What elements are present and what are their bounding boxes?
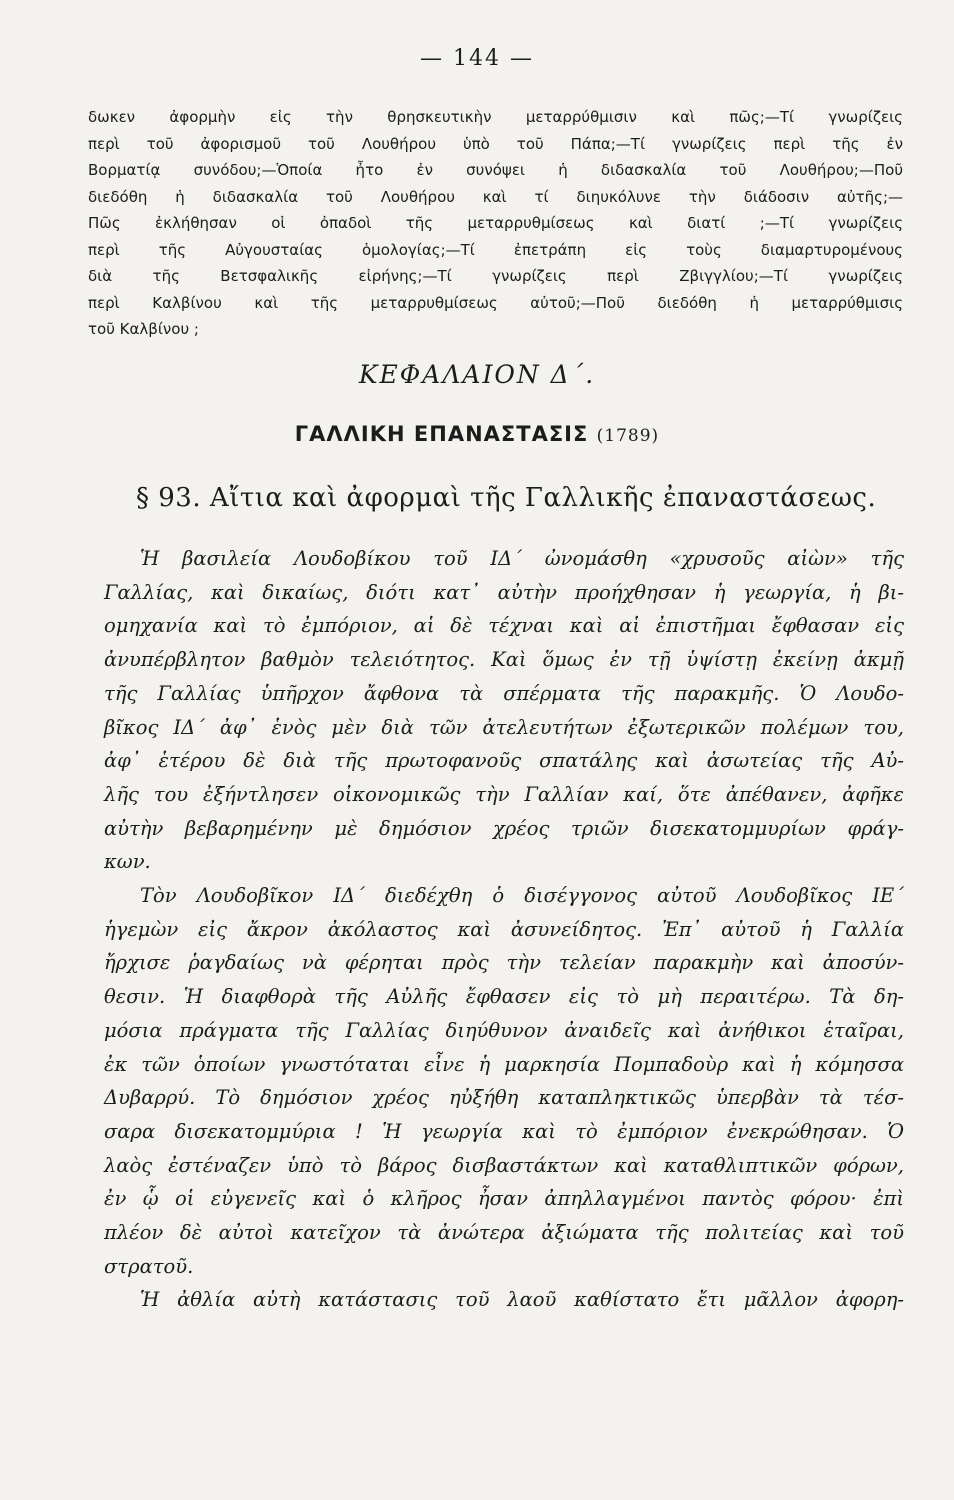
question-line: διεδόθη ἡ διδασκαλία τοῦ Λουθήρου καὶ τί διηυκόλυνε τὴν διάδοσιν αὐτῆς;—: [88, 187, 903, 206]
question-line: Βορματίᾳ συνόδου;—Ὁποία ἦτο ἐν συνόψει ἡ διδασκαλία τοῦ Λουθήρου;—Ποῦ: [88, 161, 903, 179]
text-line: Τὸν Λουδοβῖκον ΙΔ΄ διεδέχθη ὁ δισέγγονος αὐτοῦ Λουδοβῖκος ΙΕ΄: [140, 884, 904, 908]
text-line: Ἡ βασιλεία Λουδοβίκου τοῦ ΙΔ΄ ὠνομάσθη «χρυσοῦς αἰὼν» τῆς: [140, 547, 904, 570]
text-line: λῆς του ἐξήντλησεν οἰκονομικῶς τὴν Γαλλίαν καί, ὅτε ἀπέθανεν, ἀφῆκε: [104, 782, 904, 806]
section-title: ΓΑΛΛΙΚΗ ΕΠΑΝΑΣΤΑΣΙΣ: [294, 422, 589, 446]
text-line: Ἡ ἀθλία αὐτὴ κατάστασις τοῦ λαοῦ καθίστατο ἔτι μᾶλλον ἀφορη-: [140, 1288, 904, 1312]
text-line: τῆς Γαλλίας ὑπῆρχον ἄφθονα τὰ σπέρματα τῆς παρακμῆς. Ὁ Λουδο-: [104, 681, 904, 705]
page-number: — 144 —: [420, 46, 534, 71]
text-line: θεσιν. Ἡ διαφθορὰ τῆς Αὐλῆς ἔφθασεν εἰς τὸ μὴ περαιτέρω. Τὰ δη-: [104, 985, 904, 1009]
text-line: ἀφ᾽ ἑτέρου δὲ διὰ τῆς πρωτοφανοῦς σπατάλης καὶ ἀσωτείας τῆς Αὐ-: [104, 749, 904, 773]
text-line: βῖκος ΙΔ΄ ἀφ᾽ ἑνὸς μὲν διὰ τῶν ἀτελευτήτων ἐξωτερικῶν πολέμων του,: [104, 715, 904, 739]
question-line: διὰ τῆς Βετσφαλικῆς εἰρήνης;—Τί γνωρίζεις περὶ Ζβιγγλίου;—Τί γνωρίζεις: [88, 267, 903, 285]
text-line: ἤρχισε ῥαγδαίως νὰ φέρηται πρὸς τὴν τελείαν παρακμὴν καὶ ἀποσύν-: [104, 951, 904, 975]
section-year: (1789): [596, 426, 660, 446]
chapter-title: ΚΕΦΑΛΑΙΟΝ Δ΄.: [358, 360, 596, 389]
text-line: ἀνυπέρβλητον βαθμὸν τελειότητος. Καὶ ὅμως ἐν τῇ ὑψίστῃ ἐκείνῃ ἀκμῇ: [104, 648, 904, 672]
body-text: [104, 542, 904, 1317]
text-line: κων.: [104, 850, 151, 874]
text-line: ἐν ᾧ οἱ εὐγενεῖς καὶ ὁ κλῆρος ἦσαν ἀπηλλαγμένοι παντὸς φόρου· ἐπὶ: [104, 1187, 904, 1211]
text-line: ἡγεμὼν εἰς ἄκρον ἀκόλαστος καὶ ἀσυνείδητος. Ἐπ᾽ αὐτοῦ ἡ Γαλλία: [104, 917, 904, 941]
question-line: τοῦ Καλβίνου ;: [88, 320, 199, 338]
question-line: δωκεν ἀφορμὴν εἰς τὴν θρησκευτικὴν μεταρρύθμισιν καὶ πῶς;—Τί γνωρίζεις: [88, 108, 903, 126]
text-line: Δυβαρρύ. Τὸ δημόσιον χρέος ηὐξήθη καταπληκτικῶς ὑπερβὰν τὰ τέσ-: [104, 1086, 904, 1110]
text-line: πλέον δὲ αὐτοὶ κατεῖχον τὰ ἀνώτερα ἀξιώματα τῆς πολιτείας καὶ τοῦ: [104, 1221, 904, 1245]
text-line: αὐτὴν βεβαρημένην μὲ δημόσιον χρέος τριῶν δισεκατομμυρίων φράγ-: [104, 816, 904, 840]
text-line: ομηχανία καὶ τὸ ἐμπόριον, αἱ δὲ τέχναι καὶ αἱ ἐπιστῆμαι ἔφθασαν εἰς: [104, 614, 904, 638]
question-line: περὶ Καλβίνου καὶ τῆς μεταρρυθμίσεως αὐτοῦ;—Ποῦ διεδόθη ἡ μεταρρύθμισις: [88, 293, 903, 312]
question-line: περὶ τῆς Αὐγουσταίας ὁμολογίας;—Τί ἐπετράπη εἰς τοὺς διαμαρτυρομένους: [88, 240, 903, 259]
text-line: σαρα δισεκατομμύρια ! Ἡ γεωργία καὶ τὸ ἐμπόριον ἐνεκρώθησαν. Ὁ: [104, 1119, 904, 1143]
review-questions: [88, 104, 903, 343]
text-line: στρατοῦ.: [104, 1254, 194, 1278]
text-line: μόσια πράγματα τῆς Γαλλίας διηύθυνον ἀναιδεῖς καὶ ἀνήθικοι ἑταῖραι,: [104, 1018, 904, 1042]
text-line: Γαλλίας, καὶ δικαίως, διότι κατ᾽ αὐτὴν προήχθησαν ἡ γεωργία, ἡ βι-: [104, 580, 904, 604]
text-line: ἐκ τῶν ὁποίων γνωστόταται εἶνε ἡ μαρκησία Πομπαδοὺρ καὶ ἡ κόμησσα: [104, 1052, 904, 1076]
question-line: Πῶς ἐκλήθησαν οἱ ὀπαδοὶ τῆς μεταρρυθμίσεως καὶ διατί ;—Τί γνωρίζεις: [88, 214, 903, 232]
subsection-heading: § 93. Αἴτια καὶ ἀφορμαὶ τῆς Γαλλικῆς ἐπαναστάσεως.: [136, 483, 877, 513]
section-heading: [0, 422, 954, 446]
question-line: περὶ τοῦ ἀφορισμοῦ τοῦ Λουθήρου ὑπὸ τοῦ Πάπα;—Τί γνωρίζεις περὶ τῆς ἐν: [88, 134, 903, 153]
text-line: λαὸς ἐστέναζεν ὑπὸ τὸ βάρος δισβαστάκτων καὶ καταθλιπτικῶν φόρων,: [104, 1153, 904, 1177]
